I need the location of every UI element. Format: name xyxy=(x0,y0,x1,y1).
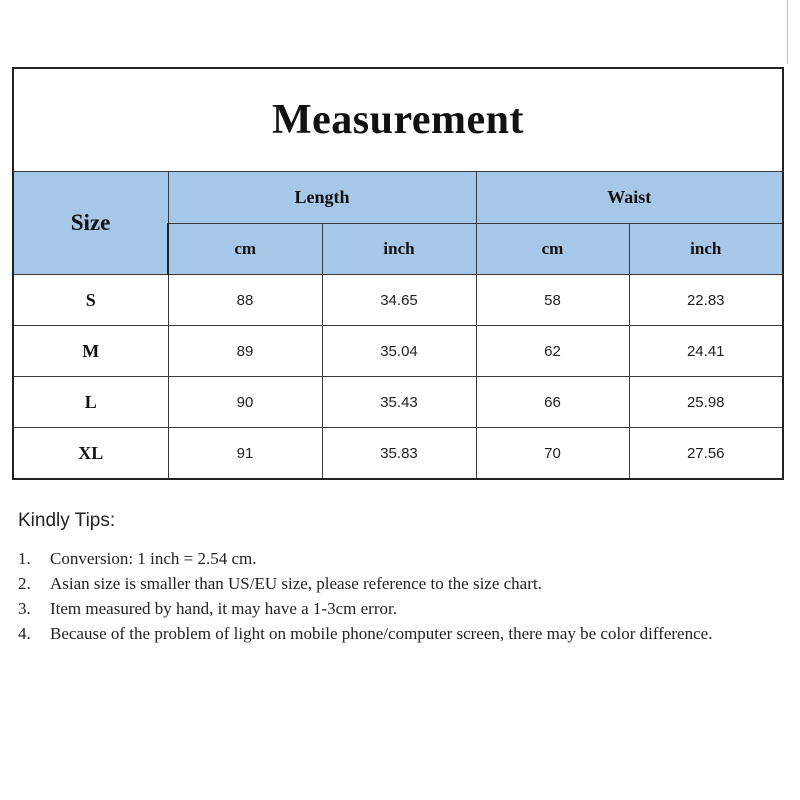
length-cm-header: cm xyxy=(168,224,322,275)
waist-inch-cell: 25.98 xyxy=(629,377,783,428)
table-row xyxy=(13,326,783,377)
size-label: M xyxy=(13,326,168,377)
length-cm-cell: 91 xyxy=(168,428,322,480)
tip-text: Item measured by hand, it may have a 1-3cm error. xyxy=(50,599,397,618)
size-column-header: Size xyxy=(13,172,168,275)
size-chart-table xyxy=(12,67,784,480)
length-inch-cell: 35.04 xyxy=(322,326,476,377)
tip-number: 4. xyxy=(18,624,31,643)
tip-number: 1. xyxy=(18,549,31,568)
waist-inch-header: inch xyxy=(629,224,783,275)
tip-number: 2. xyxy=(18,574,31,593)
tip-text: Asian size is smaller than US/EU size, please reference to the size chart. xyxy=(50,574,542,593)
tip-text: Conversion: 1 inch = 2.54 cm. xyxy=(50,549,257,568)
waist-cm-cell: 66 xyxy=(476,377,629,428)
list-item xyxy=(18,596,788,621)
kindly-tips-section xyxy=(18,510,788,646)
length-cm-cell: 90 xyxy=(168,377,322,428)
tip-text: Because of the problem of light on mobile phone/computer screen, there may be color difference. xyxy=(50,624,713,643)
waist-cm-cell: 58 xyxy=(476,275,629,326)
waist-group-header: Waist xyxy=(476,172,783,224)
waist-inch-cell: 27.56 xyxy=(629,428,783,480)
list-item xyxy=(18,621,788,646)
list-item xyxy=(18,571,788,596)
length-inch-header: inch xyxy=(322,224,476,275)
length-inch-cell: 35.83 xyxy=(322,428,476,480)
table-title: Measurement xyxy=(13,68,783,172)
length-cm-cell: 88 xyxy=(168,275,322,326)
waist-cm-cell: 62 xyxy=(476,326,629,377)
tips-list xyxy=(18,546,788,646)
length-inch-cell: 35.43 xyxy=(322,377,476,428)
size-label: XL xyxy=(13,428,168,480)
waist-inch-cell: 22.83 xyxy=(629,275,783,326)
waist-cm-cell: 70 xyxy=(476,428,629,480)
length-inch-cell: 34.65 xyxy=(322,275,476,326)
waist-inch-cell: 24.41 xyxy=(629,326,783,377)
table-row xyxy=(13,275,783,326)
length-group-header: Length xyxy=(168,172,476,224)
size-label: L xyxy=(13,377,168,428)
waist-cm-header: cm xyxy=(476,224,629,275)
title-row xyxy=(13,68,783,172)
group-header-row xyxy=(13,172,783,224)
size-label: S xyxy=(13,275,168,326)
tips-title: Kindly Tips: xyxy=(18,510,116,531)
table-row xyxy=(13,428,783,480)
list-item xyxy=(18,546,788,571)
length-cm-cell: 89 xyxy=(168,326,322,377)
tip-number: 3. xyxy=(18,599,31,618)
edge-divider xyxy=(787,0,788,64)
table-row xyxy=(13,377,783,428)
